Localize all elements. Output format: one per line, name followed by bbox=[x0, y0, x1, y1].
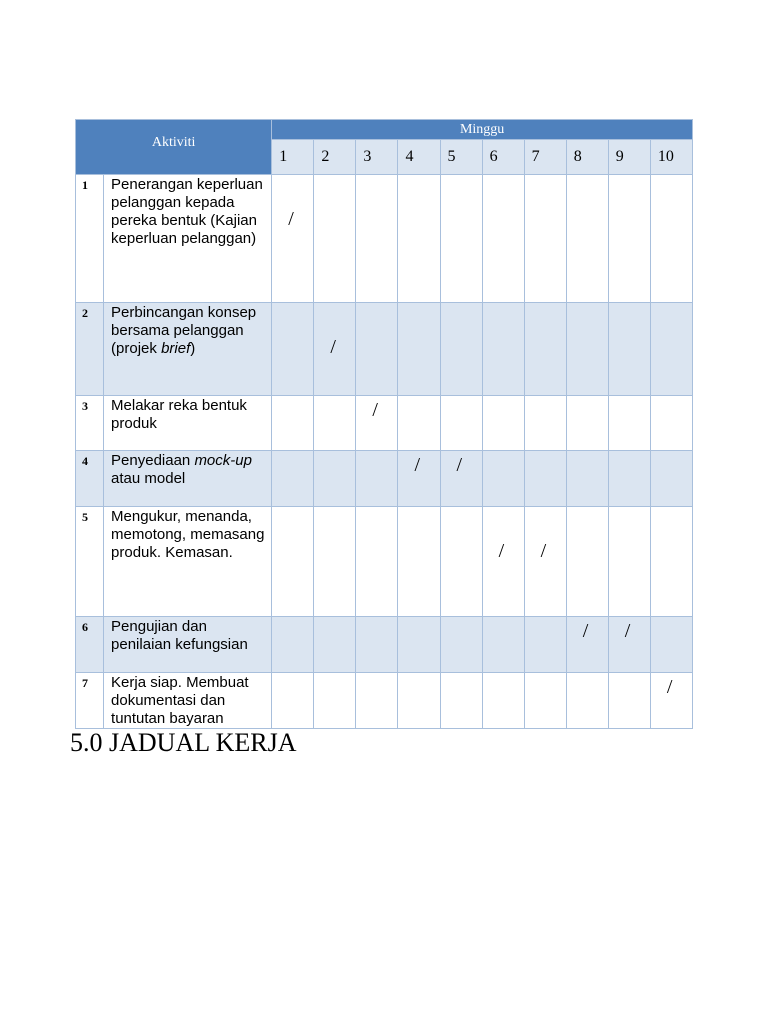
week-cell bbox=[356, 175, 398, 303]
week-cell bbox=[650, 175, 692, 303]
week-cell bbox=[440, 175, 482, 303]
week-cell bbox=[608, 396, 650, 451]
week-cell bbox=[524, 673, 566, 729]
week-cell bbox=[482, 507, 524, 617]
week-cell bbox=[398, 175, 440, 303]
activity-text: Penyediaan bbox=[111, 452, 195, 469]
week-cell bbox=[608, 617, 650, 673]
table-row bbox=[76, 303, 693, 396]
week-header: 6 bbox=[482, 140, 524, 175]
row-number: 6 bbox=[76, 617, 104, 673]
progress-mark: / bbox=[330, 336, 336, 358]
week-cell bbox=[356, 673, 398, 729]
week-cell bbox=[440, 673, 482, 729]
week-header: 7 bbox=[524, 140, 566, 175]
progress-mark: / bbox=[456, 454, 463, 476]
week-cell bbox=[398, 617, 440, 673]
activity-italic-text: brief bbox=[161, 340, 191, 357]
week-cell bbox=[314, 617, 356, 673]
row-number: 4 bbox=[76, 451, 104, 507]
week-cell bbox=[440, 451, 482, 507]
week-cell bbox=[398, 507, 440, 617]
week-cell bbox=[524, 303, 566, 396]
activity-text: ) bbox=[190, 340, 196, 357]
activity-cell: Mengukur, menanda, memotong, memasang produk. Kemasan. bbox=[104, 507, 272, 617]
week-header: 5 bbox=[440, 140, 482, 175]
week-cell bbox=[440, 303, 482, 396]
week-cell bbox=[314, 507, 356, 617]
week-cell bbox=[650, 303, 692, 396]
week-header: 1 bbox=[272, 140, 314, 175]
week-cell bbox=[272, 175, 314, 303]
week-cell bbox=[650, 396, 692, 451]
table-row bbox=[76, 617, 693, 673]
week-cell bbox=[566, 303, 608, 396]
week-cell bbox=[650, 617, 692, 673]
week-cell bbox=[272, 303, 314, 396]
activity-header: Aktiviti bbox=[76, 120, 272, 175]
week-cell bbox=[440, 507, 482, 617]
week-cell bbox=[650, 673, 692, 729]
work-schedule-table bbox=[75, 119, 693, 729]
progress-mark: / bbox=[498, 540, 505, 562]
week-cell bbox=[608, 673, 650, 729]
week-cell bbox=[608, 507, 650, 617]
activity-text: Perbincangan konsep bersama pelanggan (projek bbox=[111, 304, 257, 357]
week-cell bbox=[272, 507, 314, 617]
week-cell bbox=[650, 507, 692, 617]
week-cell bbox=[356, 451, 398, 507]
progress-mark: / bbox=[540, 540, 547, 562]
activity-cell: Kerja siap. Membuat dokumentasi dan tuntutan bayaran bbox=[104, 673, 272, 729]
progress-mark: / bbox=[582, 620, 589, 642]
week-cell bbox=[608, 451, 650, 507]
week-cell bbox=[566, 673, 608, 729]
week-cell bbox=[566, 396, 608, 451]
week-cell bbox=[524, 617, 566, 673]
row-number: 7 bbox=[76, 673, 104, 729]
week-cell bbox=[524, 507, 566, 617]
activity-cell: Melakar reka bentuk produk bbox=[104, 396, 272, 451]
activity-cell bbox=[104, 303, 272, 396]
table-row bbox=[76, 673, 693, 729]
activity-cell: Penerangan keperluan pelanggan kepada pereka bentuk (Kajian keperluan pelanggan) bbox=[104, 175, 272, 303]
week-cell bbox=[398, 303, 440, 396]
week-cell bbox=[314, 396, 356, 451]
week-cell bbox=[566, 451, 608, 507]
week-cell bbox=[482, 451, 524, 507]
progress-mark: / bbox=[288, 208, 294, 230]
activity-text: atau model bbox=[111, 470, 186, 487]
row-number: 1 bbox=[76, 175, 104, 303]
week-cell bbox=[524, 451, 566, 507]
row-number: 3 bbox=[76, 396, 104, 451]
week-cell bbox=[482, 673, 524, 729]
week-cell bbox=[482, 175, 524, 303]
week-cell bbox=[440, 617, 482, 673]
week-cell bbox=[272, 396, 314, 451]
week-cell bbox=[608, 303, 650, 396]
week-cell bbox=[314, 303, 356, 396]
table-row bbox=[76, 396, 693, 451]
activity-cell bbox=[104, 451, 272, 507]
row-number: 5 bbox=[76, 507, 104, 617]
activity-cell: Pengujian dan penilaian kefungsian bbox=[104, 617, 272, 673]
row-number: 2 bbox=[76, 303, 104, 396]
week-cell bbox=[398, 451, 440, 507]
week-header: 9 bbox=[608, 140, 650, 175]
week-cell bbox=[356, 303, 398, 396]
week-cell bbox=[272, 451, 314, 507]
progress-mark: / bbox=[666, 676, 673, 698]
week-cell bbox=[524, 396, 566, 451]
week-header: 10 bbox=[650, 140, 692, 175]
week-cell bbox=[524, 175, 566, 303]
table-row bbox=[76, 507, 693, 617]
week-cell bbox=[272, 673, 314, 729]
week-cell bbox=[608, 175, 650, 303]
week-cell bbox=[650, 451, 692, 507]
week-cell bbox=[356, 507, 398, 617]
week-cell bbox=[398, 396, 440, 451]
week-header: 4 bbox=[398, 140, 440, 175]
table-row bbox=[76, 175, 693, 303]
week-cell bbox=[482, 617, 524, 673]
progress-mark: / bbox=[624, 620, 631, 642]
week-cell bbox=[566, 175, 608, 303]
week-cell bbox=[482, 303, 524, 396]
section-title: 5.0 JADUAL KERJA bbox=[70, 728, 297, 757]
week-cell bbox=[314, 175, 356, 303]
week-cell bbox=[356, 617, 398, 673]
progress-mark: / bbox=[372, 399, 378, 421]
week-cell bbox=[566, 617, 608, 673]
progress-mark: / bbox=[414, 454, 421, 476]
week-cell bbox=[440, 396, 482, 451]
week-header: 8 bbox=[566, 140, 608, 175]
activity-italic-text: mock-up bbox=[194, 452, 252, 469]
week-header: 3 bbox=[356, 140, 398, 175]
table-row bbox=[76, 451, 693, 507]
week-cell bbox=[272, 617, 314, 673]
weeks-header: Minggu bbox=[272, 120, 693, 140]
week-cell bbox=[314, 673, 356, 729]
week-header: 2 bbox=[314, 140, 356, 175]
week-cell bbox=[566, 507, 608, 617]
week-cell bbox=[356, 396, 398, 451]
week-cell bbox=[398, 673, 440, 729]
week-cell bbox=[314, 451, 356, 507]
week-cell bbox=[482, 396, 524, 451]
